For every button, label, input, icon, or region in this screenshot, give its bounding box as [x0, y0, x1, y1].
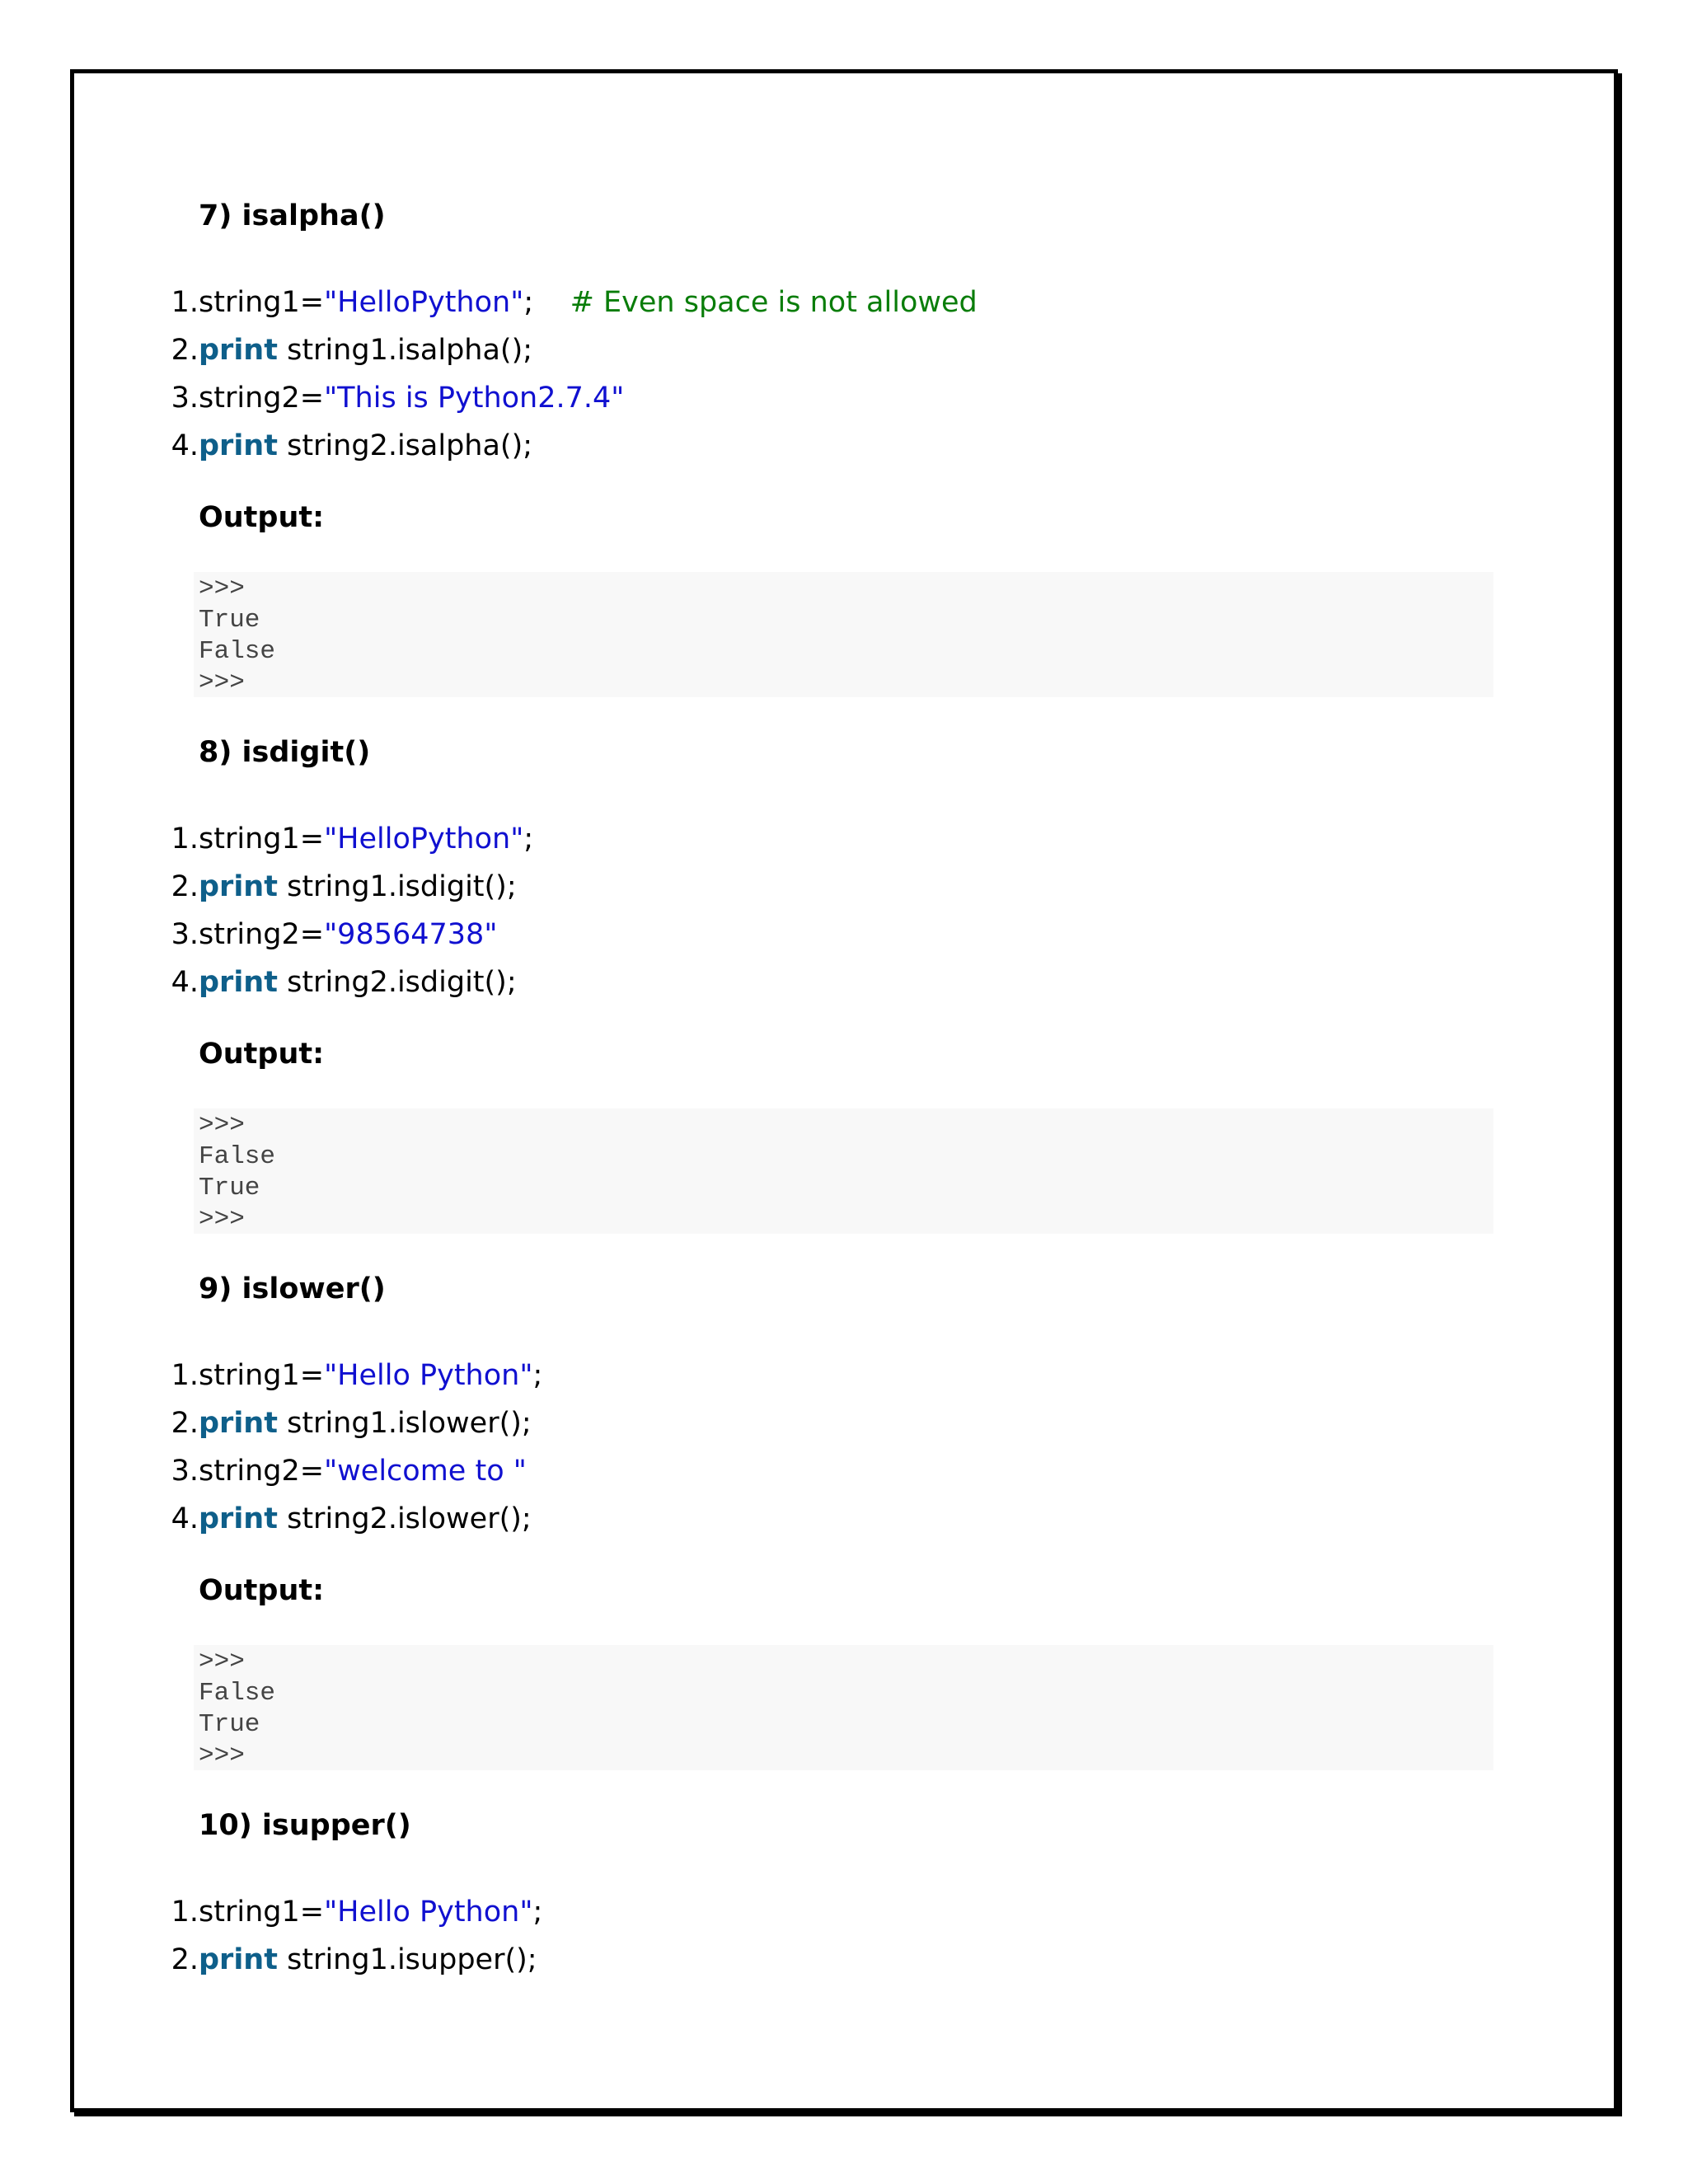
code-token: string2.isalpha();: [277, 429, 533, 462]
line-number: 2.: [171, 870, 199, 903]
section-title: 7) isalpha(): [199, 199, 386, 232]
keyword-token: print: [199, 334, 278, 367]
output-line: False: [199, 637, 276, 666]
line-number: 1.: [171, 286, 199, 319]
code-token: string1.isalpha();: [277, 334, 533, 367]
string-token: "welcome to ": [324, 1455, 527, 1488]
string-token: "HelloPython": [324, 823, 524, 855]
line-number: 4.: [171, 966, 199, 999]
string-token: "98564738": [324, 918, 498, 951]
code-text: [199, 1405, 532, 1441]
code-text: [199, 964, 517, 1001]
output-label: Output:: [199, 1038, 325, 1071]
code-text: [199, 1453, 527, 1489]
comment-token: # Even space is not allowed: [570, 286, 978, 319]
keyword-token: print: [199, 1943, 278, 1976]
section-title: 10) isupper(): [199, 1809, 411, 1842]
code-token: ;: [532, 1896, 543, 1929]
output-line: >>>: [199, 1205, 245, 1234]
code-token: string2.islower();: [277, 1502, 532, 1535]
code-token: string1=: [199, 1359, 325, 1392]
output-line: False: [199, 1142, 276, 1171]
page-frame: [70, 69, 1618, 2112]
output-line: >>>: [199, 1111, 245, 1140]
string-token: "Hello Python": [324, 1896, 533, 1929]
keyword-token: print: [199, 870, 278, 903]
code-line: [132, 380, 625, 416]
output-block: [194, 1645, 1493, 1770]
code-line: [132, 869, 517, 905]
code-token: string2=: [199, 382, 325, 415]
code-token: string2=: [199, 918, 325, 951]
code-token: string1.islower();: [277, 1407, 532, 1440]
output-block: [194, 572, 1493, 697]
code-line: [132, 284, 978, 321]
output-line: >>>: [199, 668, 245, 697]
output-line: >>>: [199, 574, 245, 603]
output-line: False: [199, 1679, 276, 1708]
keyword-token: print: [199, 1407, 278, 1440]
code-line: [132, 428, 533, 464]
code-token: string1.isupper();: [277, 1943, 537, 1976]
line-number: 1.: [171, 1896, 199, 1929]
line-number: 4.: [171, 429, 199, 462]
code-line: [132, 1357, 543, 1394]
line-number: 2.: [171, 334, 199, 367]
line-number: 3.: [171, 918, 199, 951]
keyword-token: print: [199, 966, 278, 999]
output-block: [194, 1108, 1493, 1234]
line-number: 1.: [171, 1359, 199, 1392]
code-line: [132, 1405, 532, 1441]
code-line: [132, 1894, 543, 1930]
code-line: [132, 821, 534, 857]
code-token: ;: [523, 823, 534, 855]
code-token: string2=: [199, 1455, 325, 1488]
code-token: string1=: [199, 823, 325, 855]
code-line: [132, 1501, 532, 1537]
code-line: [132, 964, 517, 1001]
code-text: [199, 380, 624, 416]
code-text: [199, 284, 978, 321]
code-line: [132, 332, 533, 368]
section-title: 9) islower(): [199, 1272, 386, 1305]
code-token: ;: [532, 1359, 543, 1392]
output-line: True: [199, 1710, 260, 1739]
code-token: string1=: [199, 1896, 325, 1929]
line-number: 3.: [171, 1455, 199, 1488]
code-text: [199, 916, 497, 953]
code-token: ;: [523, 286, 570, 319]
output-label: Output:: [199, 1574, 325, 1607]
code-token: string1.isdigit();: [277, 870, 517, 903]
keyword-token: print: [199, 429, 278, 462]
section-title: 8) isdigit(): [199, 736, 371, 769]
code-line: [132, 1453, 527, 1489]
code-token: string1=: [199, 286, 325, 319]
string-token: "Hello Python": [324, 1359, 533, 1392]
code-text: [199, 1942, 537, 1978]
code-text: [199, 1357, 542, 1394]
string-token: "This is Python2.7.4": [324, 382, 625, 415]
code-text: [199, 1501, 532, 1537]
output-line: True: [199, 606, 260, 635]
line-number: 2.: [171, 1407, 199, 1440]
line-number: 1.: [171, 823, 199, 855]
code-line: [132, 1942, 537, 1978]
string-token: "HelloPython": [324, 286, 524, 319]
output-line: >>>: [199, 1647, 245, 1676]
code-text: [199, 1894, 542, 1930]
line-number: 2.: [171, 1943, 199, 1976]
code-line: [132, 916, 498, 953]
code-token: string2.isdigit();: [277, 966, 517, 999]
line-number: 4.: [171, 1502, 199, 1535]
output-line: True: [199, 1174, 260, 1202]
keyword-token: print: [199, 1502, 278, 1535]
output-label: Output:: [199, 501, 325, 534]
line-number: 3.: [171, 382, 199, 415]
code-text: [199, 428, 532, 464]
code-text: [199, 332, 532, 368]
output-line: >>>: [199, 1741, 245, 1770]
code-text: [199, 869, 517, 905]
code-text: [199, 821, 533, 857]
